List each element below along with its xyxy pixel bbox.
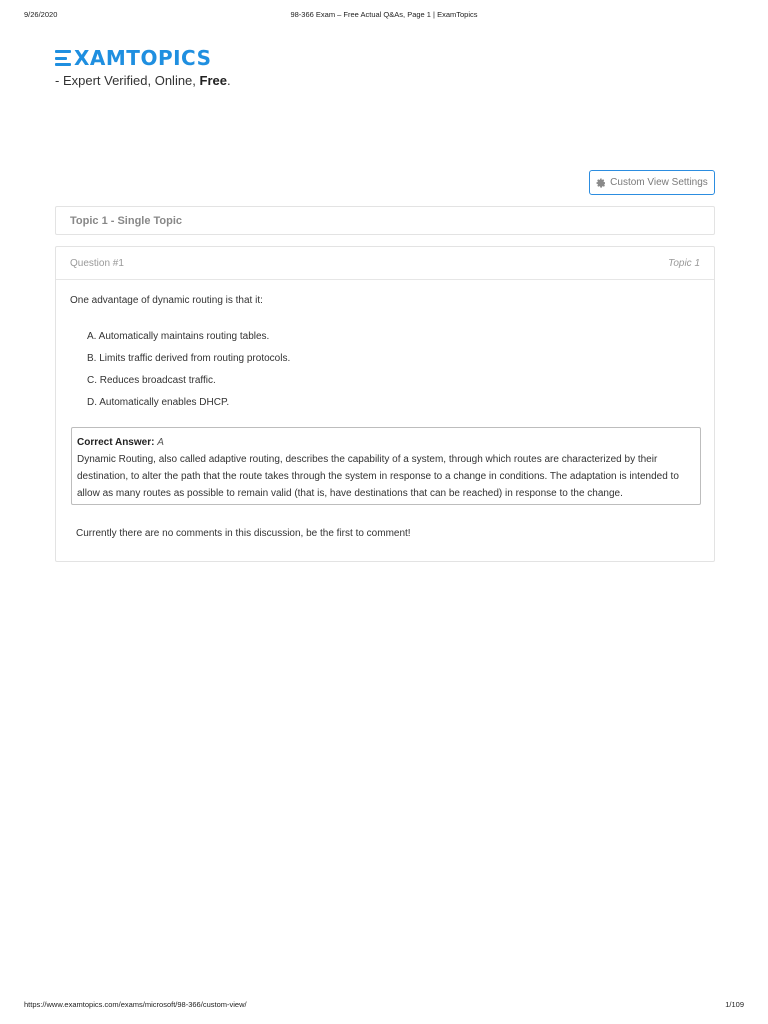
tagline-suffix: . xyxy=(226,73,231,88)
question-card xyxy=(55,246,715,562)
question-number: Question #1 xyxy=(70,257,124,269)
logo-e-icon xyxy=(55,50,72,66)
question-topic: Topic 1 xyxy=(668,257,700,269)
question-text: One advantage of dynamic routing is that it: xyxy=(70,295,263,306)
topic-card xyxy=(55,206,715,235)
gear-icon xyxy=(596,178,606,188)
tagline xyxy=(55,73,231,88)
print-title: 98-366 Exam – Free Actual Q&As, Page 1 | ExamTopics xyxy=(290,10,478,19)
answer-explanation: Dynamic Routing, also called adaptive routing, describes the capability of a system, through which routes are characterized by their destination, to alter the path that the route takes through the system in response to a change in conditions. The adaptation is intended to allow as many routes as possible to remain valid (that is, have destinations that can be reached) in response to the change. xyxy=(77,454,679,499)
print-date: 9/26/2020 xyxy=(24,10,58,19)
tagline-bold: Free xyxy=(199,73,227,88)
print-page-number: 1/109 xyxy=(725,1000,744,1009)
choice-list xyxy=(87,331,290,419)
choice-a[interactable]: A. Automatically maintains routing tables. xyxy=(87,331,270,342)
custom-view-settings-label: Custom View Settings xyxy=(610,177,708,188)
correct-answer-label: Correct Answer: xyxy=(77,437,155,448)
custom-view-settings-button[interactable] xyxy=(589,170,715,195)
logo-text: XAMTOPICS xyxy=(74,46,212,70)
print-url: https://www.examtopics.com/exams/microsoft/98-366/custom-view/ xyxy=(24,1000,247,1009)
correct-answer-box xyxy=(71,427,701,505)
choice-d[interactable]: D. Automatically enables DHCP. xyxy=(87,397,230,408)
correct-answer-letter: A xyxy=(157,437,164,448)
comments-empty-text: Currently there are no comments in this discussion, be the first to comment! xyxy=(76,528,411,539)
choice-b[interactable]: B. Limits traffic derived from routing protocols. xyxy=(87,353,291,364)
tagline-prefix: - Expert Verified, Online, xyxy=(55,73,200,88)
print-header xyxy=(24,10,744,22)
topic-title: Topic 1 - Single Topic xyxy=(70,214,183,227)
print-footer xyxy=(24,1000,744,1012)
question-header xyxy=(56,247,714,280)
choice-c[interactable]: C. Reduces broadcast traffic. xyxy=(87,375,216,386)
examtopics-logo[interactable] xyxy=(55,45,212,71)
